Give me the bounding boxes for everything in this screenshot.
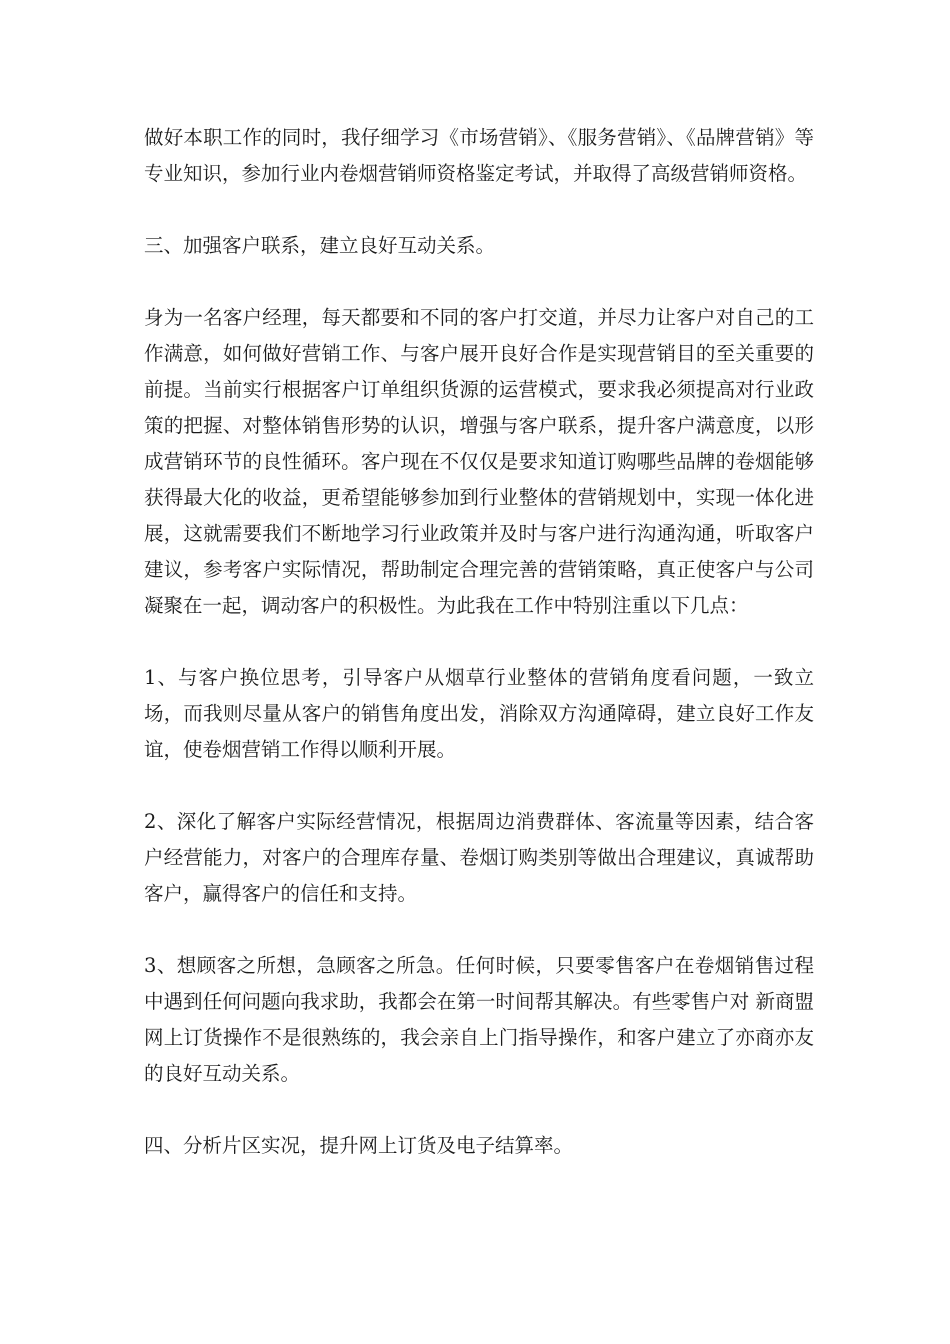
paragraph-client-relations: 身为一名客户经理，每天都要和不同的客户打交道，并尽力让客户对自己的工作满意，如何做好营销工作、与客户展开良好合作是实现营销目的至关重要的前提。当前实行根据客户订单组织货源的运营模式，要求我必须提高对行业政策的把握、对整体销售形势的认识，增强与客户联系，提升客户满意度，以形成营销环节的良性循环。客户现在不仅仅是要求知道订购哪些品牌的卷烟能够获得最大化的收益，更希望能够参加到行业整体的营销规划中，实现一体化进展，这就需要我们不断地学习行业政策并及时与客户进行沟通沟通，听取客户建议，参考客户实际情况，帮助制定合理完善的营销策略，真正使客户与公司凝聚在一起，调动客户的积极性。为此我在工作中特别注重以下几点：	[144, 306, 814, 617]
document-body	[144, 120, 814, 1200]
heading-section-3: 三、加强客户联系，建立良好互动关系。	[144, 234, 496, 257]
list-item-1: 1、与客户换位思考，引导客户从烟草行业整体的营销角度看问题，一致立场，而我则尽量从客户的销售角度出发，消除双方沟通障碍，建立良好工作友谊，使卷烟营销工作得以顺利开展。	[144, 666, 814, 761]
list-item-2: 2、深化了解客户实际经营情况，根据周边消费群体、客流量等因素，结合客户经营能力，对客户的合理库存量、卷烟订购类别等做出合理建议，真诚帮助客户，赢得客户的信任和支持。	[144, 810, 814, 905]
list-item-3: 3、想顾客之所想，急顾客之所急。任何时候，只要零售客户在卷烟销售过程中遇到任何问题向我求助，我都会在第一时间帮其解决。有些零售户对 新商盟网上订货操作不是很熟练的，我会亲自上门指导操作，和客户建立了亦商亦友的良好互动关系。	[144, 954, 814, 1085]
heading-section-4: 四、分析片区实况，提升网上订货及电子结算率。	[144, 1134, 574, 1157]
paragraph-study: 做好本职工作的同时，我仔细学习《市场营销》、《服务营销》、《品牌营销》等专业知识，参加行业内卷烟营销师资格鉴定考试，并取得了高级营销师资格。	[144, 126, 814, 185]
